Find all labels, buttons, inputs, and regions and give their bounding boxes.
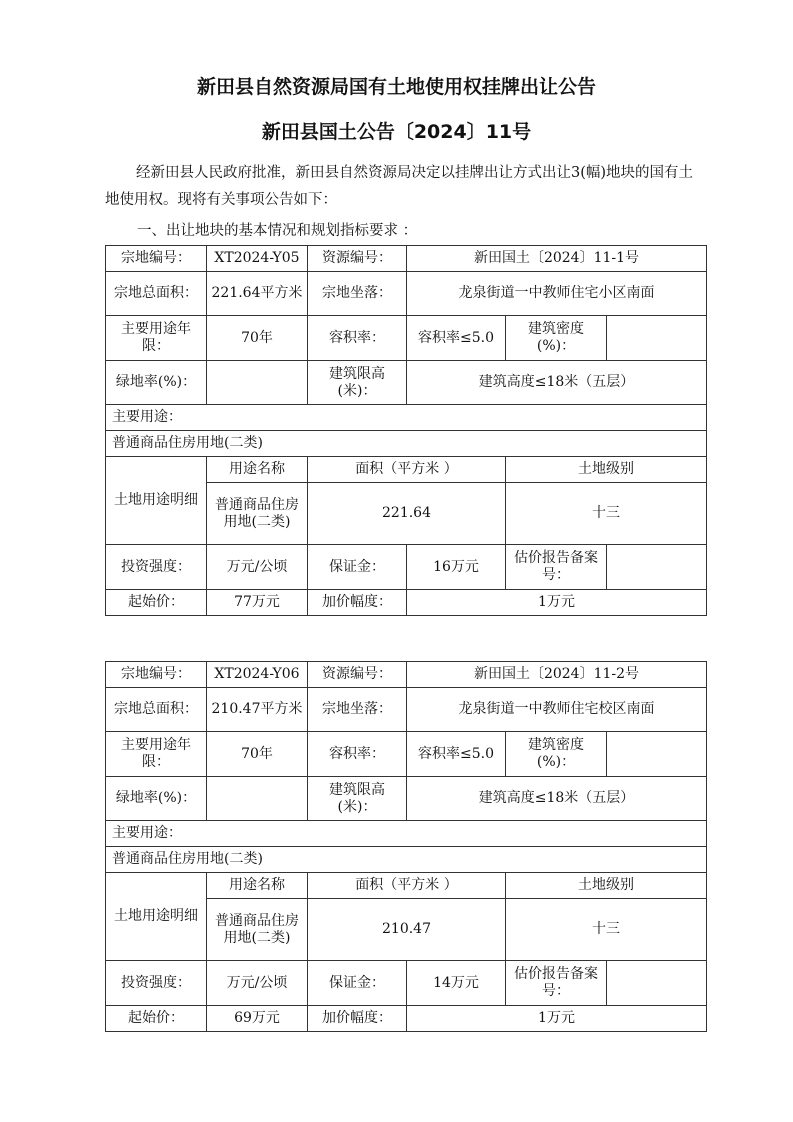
start-price-label: 起始价： xyxy=(106,1006,207,1032)
density-value xyxy=(607,316,707,361)
total-area-label: 宗地总面积： xyxy=(106,272,207,316)
location-value: 龙泉街道一中教师住宅校区南面 xyxy=(407,688,707,732)
green-value xyxy=(207,361,308,405)
deposit-value: 16万元 xyxy=(407,545,506,590)
main-use-label: 主要用途： xyxy=(106,405,707,431)
appraisal-value xyxy=(607,961,707,1006)
parcel-no-label: 宗地编号： xyxy=(106,246,207,272)
use-name-header: 用途名称 xyxy=(207,457,308,483)
main-use-label: 主要用途： xyxy=(106,821,707,847)
far-label: 容积率： xyxy=(308,316,407,361)
announcement-title: 新田县自然资源局国有土地使用权挂牌出让公告 xyxy=(196,76,596,98)
total-area-label: 宗地总面积： xyxy=(106,688,207,732)
detail-label: 土地用途明细 xyxy=(106,457,207,545)
grade-header: 土地级别 xyxy=(506,873,707,899)
deposit-value: 14万元 xyxy=(407,961,506,1006)
appraisal-label: 估价报告备案号： xyxy=(506,961,607,1006)
parcel-no-label: 宗地编号： xyxy=(106,662,207,688)
term-value: 70年 xyxy=(207,316,308,361)
detail-label: 土地用途明细 xyxy=(106,873,207,961)
height-value: 建筑高度≤18米（五层） xyxy=(407,361,707,405)
start-price-value: 69万元 xyxy=(207,1006,308,1032)
term-label: 主要用途年限： xyxy=(106,732,207,777)
resource-no-value: 新田国土〔2024〕11-1号 xyxy=(407,246,707,272)
start-price-label: 起始价： xyxy=(106,590,207,616)
main-use-value: 普通商品住房用地(二类) xyxy=(106,847,707,873)
deposit-label: 保证金： xyxy=(308,545,407,590)
deposit-label: 保证金： xyxy=(308,961,407,1006)
term-value: 70年 xyxy=(207,732,308,777)
resource-no-label: 资源编号： xyxy=(308,246,407,272)
main-use-value: 普通商品住房用地(二类) xyxy=(106,431,707,457)
height-label: 建筑限高(米)： xyxy=(308,777,407,821)
term-label: 主要用途年限： xyxy=(106,316,207,361)
use-name-header: 用途名称 xyxy=(207,873,308,899)
use-area-value: 210.47 xyxy=(308,899,506,961)
parcel-no-value: XT2024-Y05 xyxy=(207,246,308,272)
total-area-value: 210.47平方米 xyxy=(207,688,308,732)
height-label: 建筑限高(米)： xyxy=(308,361,407,405)
use-name-value: 普通商品住房用地(二类) xyxy=(207,899,308,961)
intro-paragraph: 经新田县人民政府批准，新田县自然资源局决定以挂牌出让方式出让3(幅)地块的国有土地使用权。现将有关事项公告如下： xyxy=(105,165,694,208)
increment-value: 1万元 xyxy=(407,1006,707,1032)
increment-label: 加价幅度： xyxy=(308,1006,407,1032)
density-value xyxy=(607,732,707,777)
height-value: 建筑高度≤18米（五层） xyxy=(407,777,707,821)
appraisal-value xyxy=(607,545,707,590)
location-label: 宗地坐落： xyxy=(308,688,407,732)
density-label: 建筑密度(%)： xyxy=(506,316,607,361)
grade-header: 土地级别 xyxy=(506,457,707,483)
parcel-table xyxy=(105,661,707,1032)
density-label: 建筑密度(%)： xyxy=(506,732,607,777)
location-label: 宗地坐落： xyxy=(308,272,407,316)
area-header: 面积（平方米 ） xyxy=(308,457,506,483)
total-area-value: 221.64平方米 xyxy=(207,272,308,316)
increment-label: 加价幅度： xyxy=(308,590,407,616)
grade-value: 十三 xyxy=(506,483,707,545)
far-value: 容积率≤5.0 xyxy=(407,732,506,777)
increment-value: 1万元 xyxy=(407,590,707,616)
green-label: 绿地率(%)： xyxy=(106,777,207,821)
parcel-table xyxy=(105,245,707,616)
use-area-value: 221.64 xyxy=(308,483,506,545)
resource-no-label: 资源编号： xyxy=(308,662,407,688)
invest-value: 万元/公顷 xyxy=(207,961,308,1006)
green-value xyxy=(207,777,308,821)
green-label: 绿地率(%)： xyxy=(106,361,207,405)
area-header: 面积（平方米 ） xyxy=(308,873,506,899)
location-value: 龙泉街道一中教师住宅小区南面 xyxy=(407,272,707,316)
section-heading: 一、出让地块的基本情况和规划指标要求 ： xyxy=(137,223,418,239)
appraisal-label: 估价报告备案号： xyxy=(506,545,607,590)
use-name-value: 普通商品住房用地(二类) xyxy=(207,483,308,545)
far-label: 容积率： xyxy=(308,732,407,777)
grade-value: 十三 xyxy=(506,899,707,961)
announcement-number: 新田县国土公告〔2024〕11号 xyxy=(261,121,532,143)
far-value: 容积率≤5.0 xyxy=(407,316,506,361)
start-price-value: 77万元 xyxy=(207,590,308,616)
invest-label: 投资强度： xyxy=(106,545,207,590)
invest-label: 投资强度： xyxy=(106,961,207,1006)
invest-value: 万元/公顷 xyxy=(207,545,308,590)
resource-no-value: 新田国土〔2024〕11-2号 xyxy=(407,662,707,688)
parcel-no-value: XT2024-Y06 xyxy=(207,662,308,688)
